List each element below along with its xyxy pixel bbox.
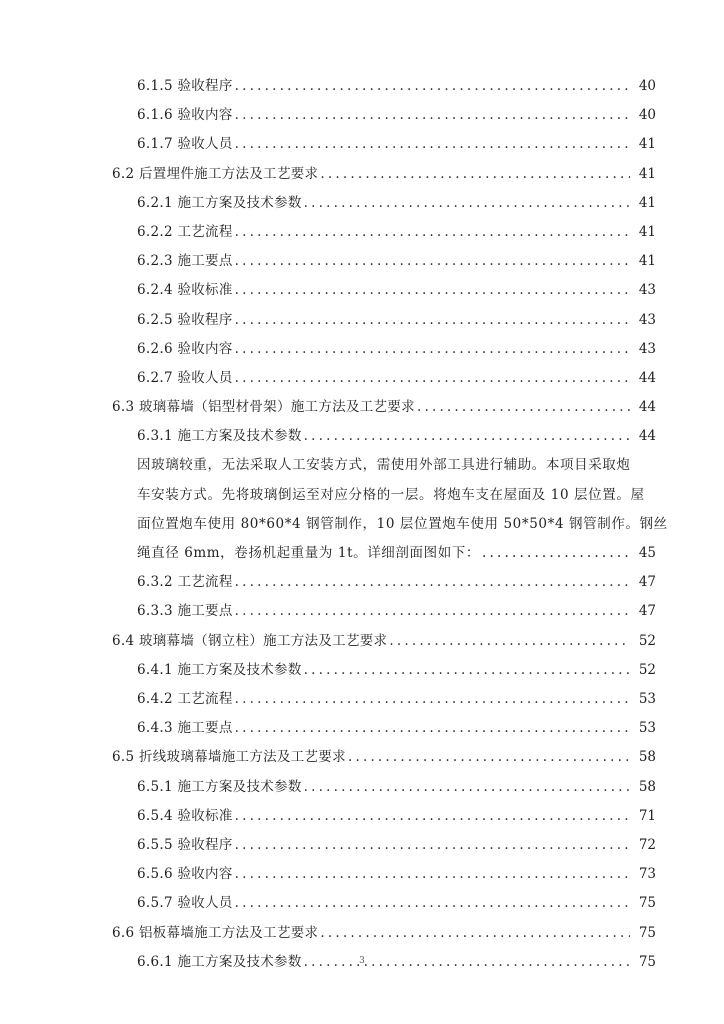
toc-subsection-entry[interactable] [0,802,724,831]
dot-leader [235,364,630,393]
toc-entry-title: 6.6 铝板幕墙施工方法及工艺要求 [112,924,319,941]
toc-subsection-entry[interactable] [0,860,724,889]
toc-page-number: 41 [638,223,656,240]
toc-entry-title: 6.2 后置埋件施工方法及工艺要求 [112,165,319,182]
dot-leader [417,393,630,422]
toc-subsection-entry[interactable] [0,889,724,918]
toc-page-number: 52 [638,632,656,649]
dot-leader [235,597,630,626]
dot-leader [320,160,630,189]
toc-entry-title: 6.5.6 验收内容 [137,866,233,883]
dot-leader [235,335,630,364]
dot-leader [235,276,630,305]
toc-entry-title: 6.3 玻璃幕墙（铝型材骨架）施工方法及工艺要求 [112,399,415,416]
toc-entry-title: 6.2.3 施工要点 [137,253,233,270]
toc-subsection-entry[interactable] [0,831,724,860]
toc-entry-title: 6.3.3 施工要点 [137,603,233,620]
dot-leader [235,130,630,159]
toc-page-number: 72 [638,836,656,853]
dot-leader [235,714,630,743]
toc-page-number: 40 [638,107,656,124]
dot-leader [235,831,630,860]
toc-page-number: 43 [638,311,656,328]
toc-entry-title: 6.4 玻璃幕墙（钢立柱）施工方法及工艺要求 [112,632,388,649]
toc-page-number: 41 [638,165,656,182]
toc-subsection-entry[interactable] [0,276,724,305]
toc-page-number: 73 [638,866,656,883]
toc-paragraph-line: 面位置炮车使用 80*60*4 钢管制作，10 层位置炮车使用 50*50*4 钢管制作。钢丝 [137,515,668,532]
dot-leader [235,247,630,276]
toc-entry-title: 6.5.7 验收人员 [137,895,233,912]
toc-subsection-entry[interactable] [0,218,724,247]
toc-entry-title: 6.4.2 工艺流程 [137,691,233,707]
toc-subsection-entry[interactable] [0,189,724,218]
toc-page-number: 41 [638,194,656,211]
toc-page-number: 52 [638,661,656,678]
toc-page-number: 45 [638,545,656,562]
dot-leader [348,743,630,772]
toc-page-number: 43 [638,340,656,357]
toc-page-number: 71 [638,807,656,824]
toc-entries-after [0,568,724,977]
dot-leader [235,802,630,831]
toc-subsection-entry[interactable] [0,656,724,685]
dot-leader [304,422,630,451]
toc-entry-title: 6.3.1 施工方案及技术参数 [137,428,302,445]
toc-entry-title: 6.2.4 验收标准 [137,282,233,299]
toc-entry-title: 6.4.3 施工要点 [137,720,233,737]
toc-subsection-entry[interactable] [0,72,724,101]
toc-entry-title: 6.5 折线玻璃幕墙施工方法及工艺要求 [112,749,346,766]
toc-paragraph [0,451,724,568]
toc-paragraph-line: 车安装方式。先将玻璃倒运至对应分格的一层。将炮车支在屋面及 10 层位置。屋 [137,486,645,503]
toc-paragraph-line: 绳直径 6mm，卷扬机起重量为 1t。详细剖面图如下： [137,545,480,562]
toc-page-number: 53 [638,720,656,737]
toc-page-number: 58 [638,778,656,795]
toc-entry-title: 6.5.5 验收程序 [137,836,233,853]
toc-subsection-entry[interactable] [0,306,724,335]
toc-section-entry[interactable] [0,743,724,772]
toc-entry-title: 6.2.2 工艺流程 [137,223,233,240]
dot-leader [304,656,630,685]
toc-page-number: 75 [638,895,656,912]
toc-paragraph-last-line[interactable] [137,539,656,568]
toc-page-number: 41 [638,253,656,270]
toc-subsection-entry[interactable] [0,773,724,802]
dot-leader [235,306,630,335]
dot-leader [304,773,630,802]
toc-subsection-entry[interactable] [0,685,724,714]
toc-page-number: 58 [638,749,656,766]
dot-leader [235,218,630,247]
dot-leader [235,889,630,918]
toc-paragraph-line: 因玻璃较重，无法采取人工安装方式，需使用外部工具进行辅助。本项目采取炮 [137,457,631,474]
toc-section-entry[interactable] [0,393,724,422]
dot-leader [235,568,630,597]
toc-entries-before [0,72,724,451]
toc-subsection-entry[interactable] [0,247,724,276]
dot-leader [482,539,630,568]
dot-leader [235,101,630,130]
table-of-contents [0,72,724,977]
toc-subsection-entry[interactable] [0,597,724,626]
toc-subsection-entry[interactable] [0,364,724,393]
toc-entry-title: 6.2.1 施工方案及技术参数 [137,194,302,211]
toc-subsection-entry[interactable] [0,335,724,364]
toc-entry-title: 6.6.1 施工方案及技术参数 [137,953,302,970]
toc-subsection-entry[interactable] [0,130,724,159]
toc-entry-title: 6.3.2 工艺流程 [137,574,233,591]
toc-subsection-entry[interactable] [0,101,724,130]
toc-entry-title: 6.2.5 验收程序 [137,311,233,328]
toc-entry-title: 6.1.7 验收人员 [137,136,233,153]
toc-section-entry[interactable] [0,627,724,656]
toc-page-number: 75 [638,953,656,970]
page-number-footer: 3 [359,956,365,966]
toc-entry-title: 6.2.7 验收人员 [137,369,233,386]
toc-page-number: 47 [638,574,656,591]
toc-page-number: 75 [638,924,656,941]
dot-leader [235,72,630,101]
toc-page-number: 40 [638,78,656,94]
toc-entry-title: 6.5.4 验收标准 [137,807,233,824]
toc-entry-title: 6.2.6 验收内容 [137,340,233,357]
toc-page-number: 44 [638,399,656,416]
toc-section-entry[interactable] [0,160,724,189]
dot-leader [304,189,630,218]
toc-page-number: 47 [638,603,656,620]
toc-page-number: 44 [638,369,656,386]
toc-subsection-entry[interactable] [0,568,724,597]
dot-leader [320,919,630,948]
toc-entry-title: 6.1.6 验收内容 [137,107,233,124]
toc-subsection-entry[interactable] [0,422,724,451]
toc-entry-title: 6.4.1 施工方案及技术参数 [137,661,302,678]
toc-section-entry[interactable] [0,919,724,948]
toc-page-number: 44 [638,428,656,445]
toc-entry-title: 6.5.1 施工方案及技术参数 [137,778,302,795]
dot-leader [235,685,630,714]
toc-page-number: 41 [638,136,656,153]
dot-leader [235,860,630,889]
dot-leader [389,627,630,656]
toc-page-number: 53 [638,691,656,707]
toc-entry-title: 6.1.5 验收程序 [137,78,233,94]
toc-subsection-entry[interactable] [0,714,724,743]
toc-page-number: 43 [638,282,656,299]
